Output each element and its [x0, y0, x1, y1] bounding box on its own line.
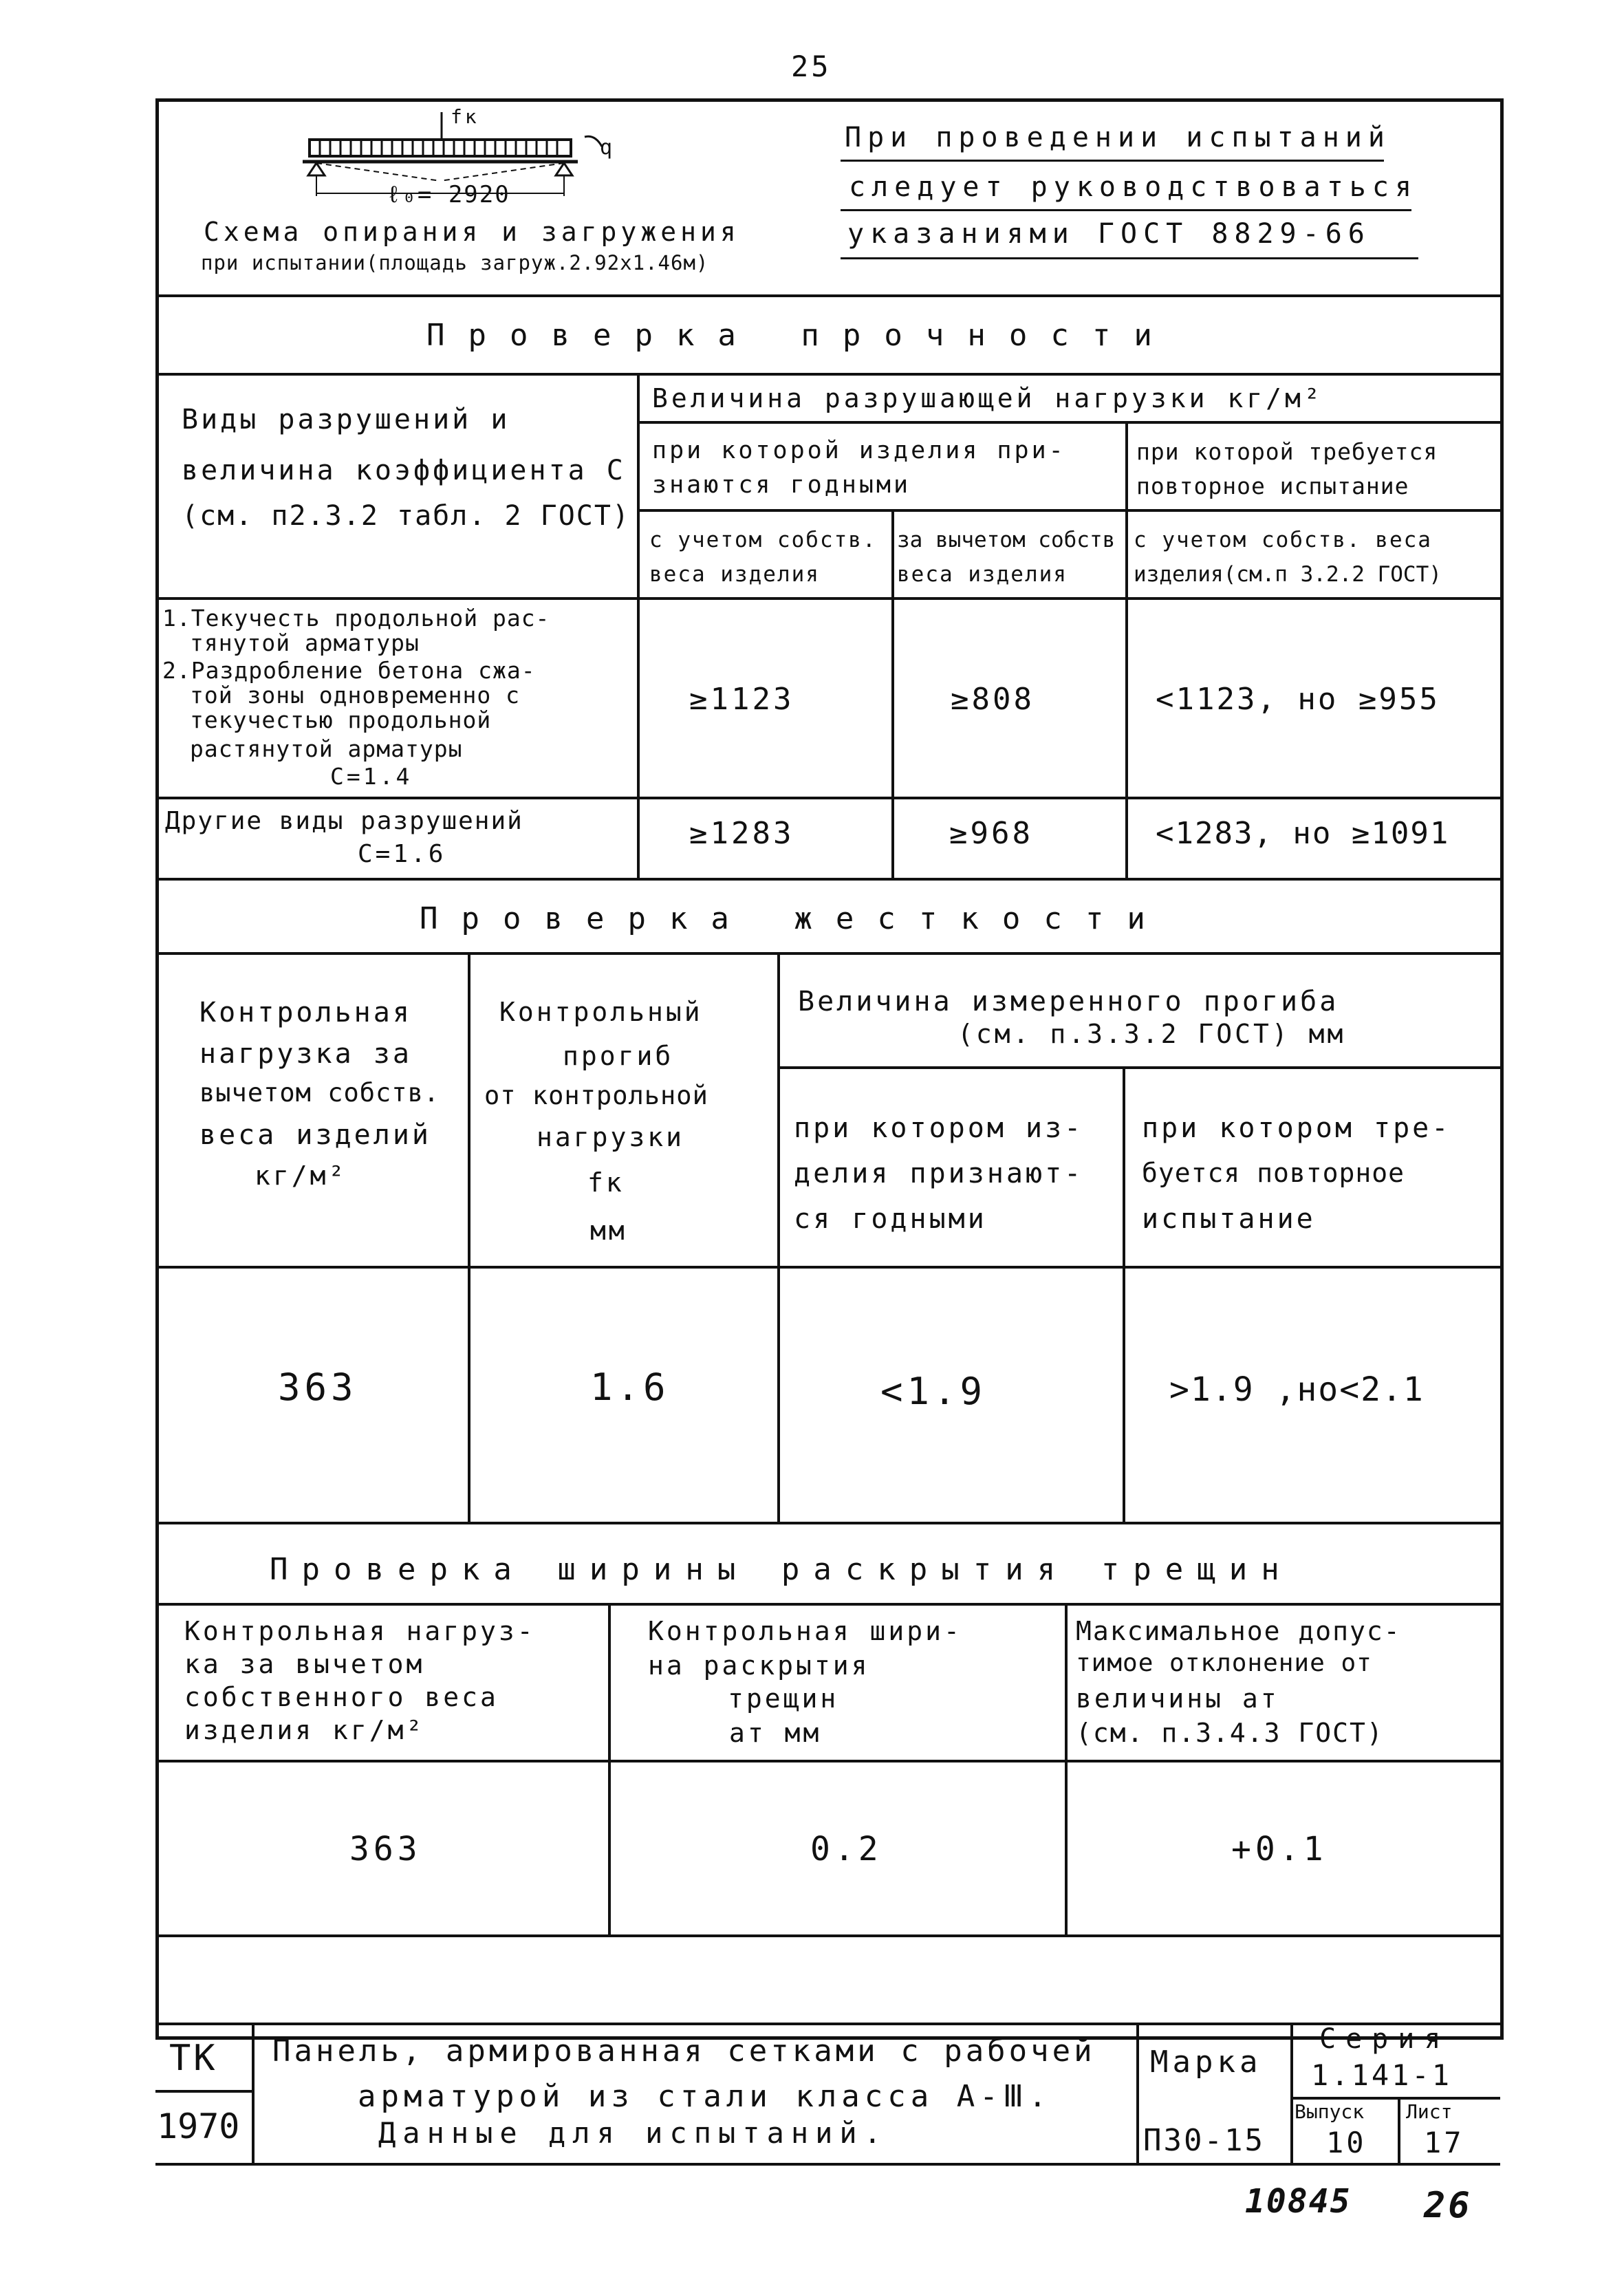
- stiffness-col-retest-line: испытание: [1142, 1203, 1316, 1235]
- strength-row1-desc-line: растянутой арматуры: [190, 735, 463, 762]
- marka-label: Марка: [1150, 2045, 1262, 2080]
- inventory-number: 10845: [1245, 2182, 1352, 2221]
- strength-row2-v1: ≥1283: [689, 816, 794, 851]
- seria-value: 1.141-1: [1311, 2058, 1453, 2092]
- table-line: [155, 597, 1500, 600]
- stiffness-value-deflection: 1.6: [590, 1366, 670, 1409]
- note-line-1: При проведении испытаний: [845, 122, 1391, 153]
- table-line: [1290, 2097, 1500, 2100]
- deflection-symbol-label: fк: [451, 105, 479, 128]
- table-line: [1125, 421, 1128, 878]
- table-line: [1123, 1066, 1125, 1522]
- crack-col-load-line: изделия кг/м²: [184, 1715, 425, 1745]
- strength-col-minus-weight: за вычетом собств: [897, 528, 1116, 552]
- strength-col-types: Виды разрушений и: [182, 404, 510, 435]
- stiffness-col-deflection-line: прогиб: [563, 1041, 674, 1071]
- stiffness-col-fit-line: делия признают-: [794, 1158, 1084, 1189]
- note-line-2: следует руководствоваться: [849, 171, 1418, 203]
- stiffness-col-load-line: вычетом собств.: [199, 1078, 440, 1108]
- stiffness-col-deflection: Контрольный: [499, 997, 703, 1027]
- product-name-line-3: Данные для испытаний.: [378, 2116, 889, 2150]
- table-line: [155, 1266, 1500, 1269]
- strength-row1-v1: ≥1123: [689, 682, 794, 717]
- scheme-caption: Схема опирания и загружения: [204, 217, 740, 247]
- crack-value-load: 363: [349, 1830, 422, 1868]
- table-line: [252, 2023, 255, 2163]
- strength-col-retest-with: с учетом собств. веса: [1134, 528, 1432, 552]
- table-line: [777, 952, 780, 1522]
- strength-col-types-line: величина коэффициента С: [182, 455, 626, 486]
- table-line: [891, 509, 894, 878]
- stiffness-col-fit: при котором из-: [794, 1112, 1084, 1144]
- divider: [155, 2023, 1500, 2025]
- strength-row1-desc-line: тянутой арматуры: [190, 629, 420, 656]
- strength-row1-coef: С=1.4: [330, 763, 413, 790]
- strength-col-retest-with-line: изделия(см.п 3.2.2 ГОСТ): [1134, 562, 1442, 587]
- stiffness-value-retest: >1.9 ,но<2.1: [1169, 1370, 1425, 1409]
- product-name-line-1: Панель, армированная сетками с рабочей: [272, 2034, 1096, 2069]
- strength-col-retest: при которой требуется: [1136, 438, 1438, 465]
- table-line: [155, 797, 1500, 799]
- stiffness-col-deflection-unit: мм: [590, 1216, 627, 1246]
- divider: [155, 294, 1500, 297]
- table-line: [637, 509, 1500, 512]
- stiffness-col-measured: Величина измеренного прогиба: [798, 986, 1339, 1017]
- stiffness-col-deflection-line: от контрольной: [484, 1081, 708, 1110]
- strength-row2-coef: С=1.6: [358, 840, 446, 868]
- product-name-line-2: арматурой из стали класса А-Ⅲ.: [358, 2079, 1052, 2114]
- crack-col-load-line: собственного веса: [184, 1682, 499, 1712]
- stiffness-col-retest-line: буется повторное: [1142, 1158, 1405, 1188]
- divider: [155, 1934, 1500, 1937]
- strength-row2-desc: Другие виды разрушений: [165, 807, 523, 835]
- marka-value: П30-15: [1143, 2123, 1265, 2158]
- crack-col-dev-line: (см. п.3.4.3 ГОСТ): [1076, 1718, 1384, 1748]
- scheme-caption-area: при испытании(площадь загруж.2.92х1.46м): [201, 251, 709, 274]
- table-line: [1065, 1603, 1068, 1934]
- strength-row1-v3: <1123, но ≥955: [1156, 682, 1440, 717]
- divider: [155, 373, 1500, 376]
- vypusk-label: Выпуск: [1295, 2100, 1365, 2123]
- table-line: [1290, 2023, 1293, 2163]
- crack-col-width-line: трещин: [728, 1683, 839, 1714]
- strength-col-fit: при которой изделия при-: [652, 437, 1066, 464]
- list-value: 17: [1424, 2126, 1464, 2159]
- stiffness-col-deflection-line: нагрузки: [537, 1122, 685, 1152]
- crack-col-dev: Максимальное допус-: [1076, 1616, 1401, 1646]
- divider: [155, 878, 1500, 881]
- vypusk-value: 10: [1326, 2126, 1367, 2159]
- sheet-number: 26: [1424, 2185, 1473, 2226]
- tk-label: ТК: [169, 2038, 218, 2079]
- strength-col-load: Величина разрушающей нагрузки кг/м²: [652, 383, 1323, 413]
- crack-col-load: Контрольная нагруз-: [184, 1616, 536, 1646]
- strength-section-title: Проверка прочности: [426, 318, 1176, 353]
- stiffness-col-deflection-symbol: fк: [587, 1167, 625, 1198]
- strength-col-minus-weight-line: веса изделия: [897, 562, 1068, 587]
- table-line: [155, 1760, 1500, 1762]
- load-q-label: q: [600, 136, 616, 160]
- strength-row2-v2: ≥968: [949, 816, 1033, 851]
- strength-col-retest-line: повторное испытание: [1136, 473, 1409, 499]
- crack-col-width: Контрольная шири-: [648, 1616, 962, 1646]
- stiffness-col-load-line: веса изделий: [199, 1119, 431, 1151]
- strength-row1-desc-line: той зоны одновременно с: [190, 682, 520, 709]
- table-line: [468, 952, 470, 1522]
- stiffness-col-retest: при котором тре-: [1142, 1112, 1451, 1144]
- crack-col-load-line: ка за вычетом: [184, 1649, 425, 1679]
- strength-row1-v2: ≥808: [951, 682, 1035, 717]
- stiffness-section-title: Проверка жесткости: [420, 901, 1169, 936]
- page-number: 25: [791, 50, 832, 83]
- strength-row1-desc-line: 2.Раздробление бетона сжа-: [162, 657, 536, 684]
- span-length-label: ℓ₀= 2920: [387, 181, 510, 208]
- crack-col-dev-line: величины aт: [1076, 1683, 1279, 1714]
- table-line: [637, 421, 1500, 424]
- year-label: 1970: [157, 2106, 240, 2146]
- note-underline-2: [841, 209, 1411, 211]
- strength-col-with-weight-line: веса изделия: [649, 562, 820, 587]
- crack-col-dev-line: тимое отклонение от: [1076, 1649, 1372, 1677]
- table-line: [777, 1066, 1500, 1069]
- crack-value-dev: +0.1: [1231, 1830, 1328, 1868]
- note-underline-1: [841, 160, 1384, 162]
- stiffness-col-load-line: нагрузка за: [199, 1038, 412, 1070]
- strength-row2-v3: <1283, но ≥1091: [1156, 816, 1450, 851]
- table-line: [155, 2090, 252, 2093]
- strength-row1-desc-line: текучестью продольной: [190, 707, 492, 733]
- stiffness-col-load: Контрольная: [199, 997, 412, 1028]
- crack-value-width: 0.2: [810, 1830, 883, 1868]
- crack-col-width-symbol: aт мм: [729, 1718, 822, 1748]
- list-label: Лист: [1406, 2100, 1453, 2123]
- crack-section-title: Проверка ширины раскрытия трещин: [270, 1552, 1293, 1587]
- strength-row1-desc: 1.Текучесть продольной рас-: [162, 605, 550, 632]
- divider: [155, 1603, 1500, 1606]
- table-line: [1136, 2023, 1139, 2163]
- divider: [155, 952, 1500, 955]
- seria-label: Серия: [1319, 2023, 1451, 2055]
- table-line: [608, 1603, 611, 1934]
- stiffness-value-load: 363: [278, 1366, 358, 1409]
- strength-col-types-line: (см. п2.3.2 табл. 2 ГОСТ): [182, 500, 631, 532]
- crack-col-width-line: на раскрытия: [648, 1650, 870, 1681]
- strength-col-with-weight: с учетом собств.: [649, 528, 877, 552]
- table-line: [1398, 2097, 1400, 2163]
- stiffness-col-load-unit: кг/м²: [255, 1161, 347, 1191]
- stiffness-col-fit-line: ся годными: [794, 1203, 987, 1235]
- note-underline-3: [841, 257, 1418, 259]
- divider: [155, 1522, 1500, 1524]
- table-line: [637, 373, 640, 878]
- stiffness-col-measured-line: (см. п.3.3.2 ГОСТ) мм: [957, 1019, 1346, 1049]
- strength-col-fit-line: знаются годными: [652, 471, 911, 499]
- stiffness-value-fit: <1.9: [880, 1370, 987, 1413]
- table-line: [155, 2163, 1500, 2166]
- note-line-3: указаниями ГОСТ 8829-66: [847, 218, 1371, 250]
